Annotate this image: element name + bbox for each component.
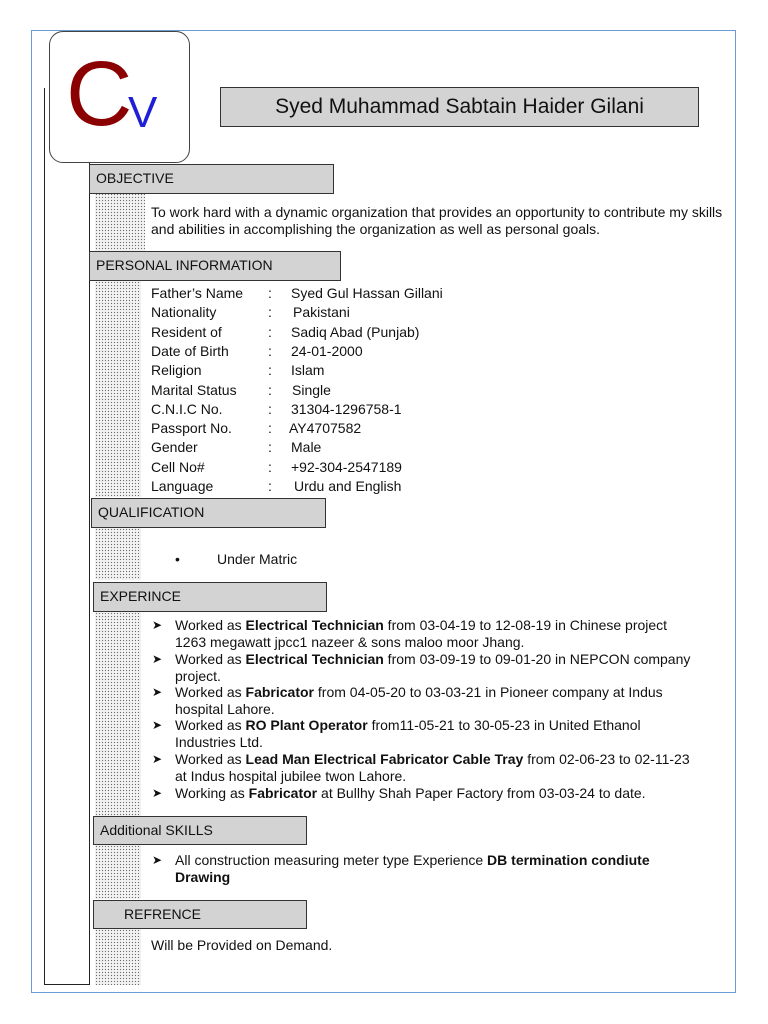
section-title-reference: REFRENCE [93,900,307,929]
item-text: Worked as [175,651,246,667]
item-text: Worked as [175,684,246,700]
info-label: Cell No# [151,458,205,475]
info-label: Religion [151,362,202,379]
info-separator: : [268,400,272,417]
info-label: Gender [151,439,198,456]
section-title-additional-skills: Additional SKILLS [93,816,307,845]
item-text: Worked as [175,617,246,633]
info-value: Sadiq Abad (Punjab) [291,323,420,340]
info-value: Male [291,439,322,456]
item-text: from 03-09-19 to 09-01-20 in NEPCON company project. [175,651,691,684]
info-value: Syed Gul Hassan Gillani [291,285,443,301]
dotted-strip-skills [95,845,141,899]
item-text: from 02-06-23 to 02-11-23 at Indus hospital jubilee twon Lahore. [175,751,690,784]
info-label: Date of Birth [151,342,229,359]
objective-text: To work hard with a dynamic organization that provides an opportunity to contribute my skills and abilities in accomplishing the organization as well as personal goals. [151,204,723,237]
arrow-bullet-icon: ➤ [152,685,163,699]
list-item [175,785,695,802]
dotted-strip-qualification [95,528,141,580]
item-highlight: Lead Man Electrical Fabricator Cable Tray [245,751,524,767]
item-text: from 03-04-19 to 12-08-19 in Chinese project 1263 megawatt jpcc1 nazeer & sons maloo moor Jhang. [175,617,668,650]
item-text: from11-05-21 to 30-05-23 in United Ethanol Industries Ltd. [175,717,641,750]
info-value: 31304-1296758-1 [291,400,402,417]
info-separator: : [268,285,272,301]
logo-letter-c: C [66,43,133,145]
arrow-bullet-icon: ➤ [152,618,163,632]
list-item [175,617,695,650]
list-item [175,852,705,885]
item-highlight: Fabricator [248,785,318,801]
info-label: Passport No. [151,420,232,437]
info-separator: : [268,304,272,321]
item-highlight: RO Plant Operator [245,717,368,733]
candidate-name: Syed Muhammad Sabtain Haider Gilani [220,87,699,127]
item-text: from 04-05-20 to 03-03-21 in Pioneer company at Indus hospital Lahore. [175,684,663,717]
info-label: Nationality [151,304,217,321]
list-item [175,751,695,784]
section-title-objective: OBJECTIVE [89,164,334,194]
item-text: Worked as [175,717,246,733]
info-separator: : [268,458,272,475]
info-value: Pakistani [293,304,350,321]
section-title-experience: EXPERINCE [93,582,327,612]
item-text: at Bullhy Shah Paper Factory from 03-03-24 to date. [317,785,646,801]
list-item [175,717,695,750]
info-value: Single [292,381,331,398]
dotted-strip-reference [95,929,141,985]
left-border-line [44,88,90,985]
info-label: C.N.I.C No. [151,400,223,417]
arrow-bullet-icon: ➤ [152,718,163,732]
info-value: 24-01-2000 [291,342,363,359]
dotted-strip-objective [95,193,145,251]
reference-text: Will be Provided on Demand. [151,937,333,953]
info-separator: : [268,342,272,359]
info-value: Islam [291,362,325,379]
dotted-strip-experience [95,612,141,816]
item-highlight: Fabricator [245,684,315,700]
section-title-personal-information: PERSONAL INFORMATION [89,251,341,281]
arrow-bullet-icon: ➤ [152,853,163,867]
info-value: AY4707582 [289,420,362,437]
info-value: +92-304-2547189 [291,458,402,475]
list-item [175,684,695,717]
item-text: Worked as [175,751,246,767]
info-value: Urdu and English [294,478,402,494]
item-text: All construction measuring meter type Experience [175,852,488,868]
section-title-qualification: QUALIFICATION [91,498,326,528]
arrow-bullet-icon: ➤ [152,752,163,766]
info-separator: : [268,362,272,379]
info-separator: : [268,323,272,340]
arrow-bullet-icon: ➤ [152,786,163,800]
item-highlight: DB termination condiute Drawing [175,852,650,885]
item-highlight: Electrical Technician [245,651,384,667]
info-label: Language [151,478,214,494]
info-label: Marital Status [151,381,237,398]
logo-letter-v: V [128,88,158,137]
bullet-icon: • [175,551,180,567]
arrow-bullet-icon: ➤ [152,652,163,666]
info-label: Father’s Name [151,285,244,301]
info-separator: : [268,381,272,398]
info-separator: : [268,439,272,456]
info-separator: : [268,420,272,437]
cv-logo [49,31,190,163]
dotted-strip-personal [95,281,141,497]
item-text: Working as [175,785,249,801]
item-highlight: Electrical Technician [245,617,384,633]
qualification-item: Under Matric [217,551,298,567]
info-separator: : [268,478,272,494]
list-item [175,651,695,684]
info-label: Resident of [151,323,222,340]
